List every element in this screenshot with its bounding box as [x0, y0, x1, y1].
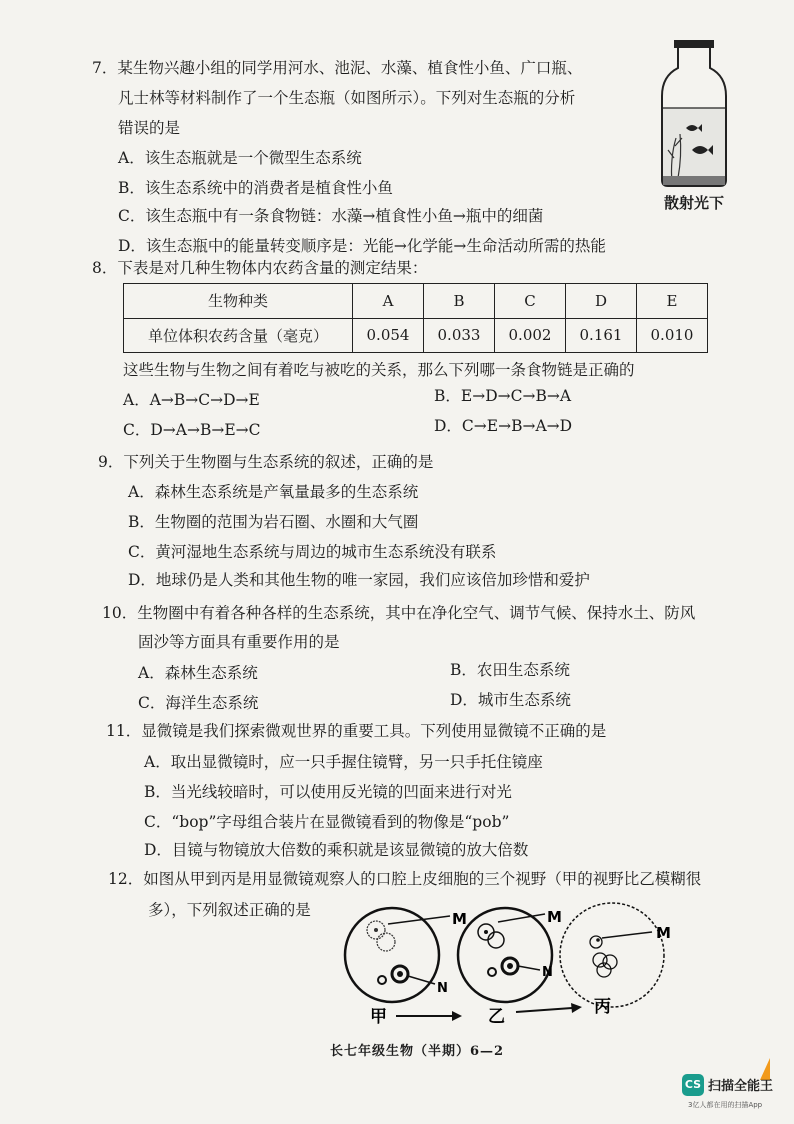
table-row-label: 单位体积农药含量（毫克） — [124, 318, 353, 353]
q9-option-c: C．黄河湿地生态系统与周边的城市生态系统没有联系 — [128, 543, 497, 561]
q8-followup: 这些生物与生物之间有着吃与被吃的关系，那么下列哪一条食物链是正确的 — [123, 361, 635, 379]
label-n-1: N — [437, 981, 448, 996]
q7-option-a: A．该生态瓶就是一个微型生态系统 — [118, 149, 362, 167]
q7-line3: 错误的是 — [118, 119, 181, 137]
label-m-2: M — [547, 908, 562, 926]
table-value-a: 0.054 — [353, 318, 424, 353]
label-bing: 丙 — [594, 997, 611, 1017]
q11-option-d: D．目镜与物镜放大倍数的乘积就是该显微镜的放大倍数 — [144, 841, 529, 859]
q9-stem: 9．下列关于生物圈与生态系统的叙述，正确的是 — [98, 453, 434, 471]
table-column-a: A — [353, 284, 424, 319]
q8-option-d: D．C→E→B→A→D — [434, 417, 573, 435]
table-value-c: 0.002 — [495, 318, 566, 353]
q8-option-c: C．D→A→B→E→C — [123, 421, 261, 439]
page-footer: 长七年级生物（半期）6—2 — [330, 1044, 505, 1059]
q10-option-b: B．农田生态系统 — [450, 661, 570, 679]
q11-stem: 11．显微镜是我们探索微观世界的重要工具。下列使用显微镜不正确的是 — [106, 722, 607, 740]
q11-option-a: A．取出显微镜时，应一只手握住镜臂，另一只手托住镜座 — [144, 753, 543, 771]
scanner-logo-icon: CS — [682, 1074, 704, 1096]
q9-option-b: B．生物圈的范围为岩石圈、水圈和大气圈 — [128, 513, 419, 531]
q7-line1: 7．某生物兴趣小组的同学用河水、池泥、水藻、植食性小鱼、广口瓶、 — [92, 59, 583, 77]
eco-bottle-figure — [652, 38, 732, 190]
q10-option-d: D．城市生态系统 — [450, 691, 571, 709]
q7-line2: 凡士林等材料制作了一个生态瓶（如图所示）。下列对生态瓶的分析 — [118, 89, 576, 107]
table-row — [124, 284, 708, 319]
q10-option-c: C．海洋生态系统 — [138, 694, 259, 712]
q7-option-d: D．该生态瓶中的能量转变顺序是：光能→化学能→生命活动所需的热能 — [118, 237, 606, 255]
q7-option-c: C．该生态瓶中有一条食物链：水藻→植食性小鱼→瓶中的细菌 — [118, 207, 544, 225]
label-yi: 乙 — [488, 1007, 505, 1027]
table-column-e: E — [637, 284, 708, 319]
table-column-b: B — [424, 284, 495, 319]
q12-line2: 多），下列叙述正确的是 — [148, 901, 311, 919]
table-column-c: C — [495, 284, 566, 319]
microscope-fields-figure — [340, 900, 720, 1040]
q8-option-b: B．E→D→C→B→A — [434, 387, 572, 405]
label-jia: 甲 — [370, 1007, 387, 1027]
label-m-3: M — [656, 924, 671, 942]
q7-option-b: B．该生态系统中的消费者是植食性小鱼 — [118, 179, 393, 197]
q11-option-b: B．当光线较暗时，可以使用反光镜的凹面来进行对光 — [144, 783, 512, 801]
table-value-b: 0.033 — [424, 318, 495, 353]
q10-line2: 固沙等方面具有重要作用的是 — [138, 633, 340, 651]
q8-option-a: A．A→B→C→D→E — [123, 391, 260, 409]
table-column-d: D — [566, 284, 637, 319]
q12-line1: 12．如图从甲到丙是用显微镜观察人的口腔上皮细胞的三个视野（甲的视野比乙模糊很 — [108, 870, 702, 888]
table-row — [124, 318, 708, 353]
q10-line1: 10．生物圈中有着各种各样的生态系统，其中在净化空气、调节气候、保持水土、防风 — [102, 604, 696, 622]
q11-option-c: C．“bop”字母组合装片在显微镜看到的物像是“pob” — [144, 813, 510, 831]
q9-option-d: D．地球仍是人类和其他生物的唯一家园，我们应该倍加珍惜和爱护 — [128, 571, 590, 589]
q8-stem: 8．下表是对几种生物体内农药含量的测定结果： — [92, 259, 428, 277]
table-value-e: 0.010 — [637, 318, 708, 353]
label-n-2: N — [542, 965, 553, 980]
bottle-caption: 散射光下 — [664, 194, 725, 212]
table-value-d: 0.161 — [566, 318, 637, 353]
q10-option-a: A．森林生态系统 — [138, 664, 258, 682]
pesticide-table — [123, 283, 708, 353]
scanner-tagline: 3亿人都在用的扫描App — [688, 1101, 763, 1109]
label-m-1: M — [452, 910, 467, 928]
q9-option-a: A．森林生态系统是产氧量最多的生态系统 — [128, 483, 419, 501]
table-header-label: 生物种类 — [124, 284, 353, 319]
scanner-app-name: 扫描全能王 — [708, 1079, 774, 1094]
